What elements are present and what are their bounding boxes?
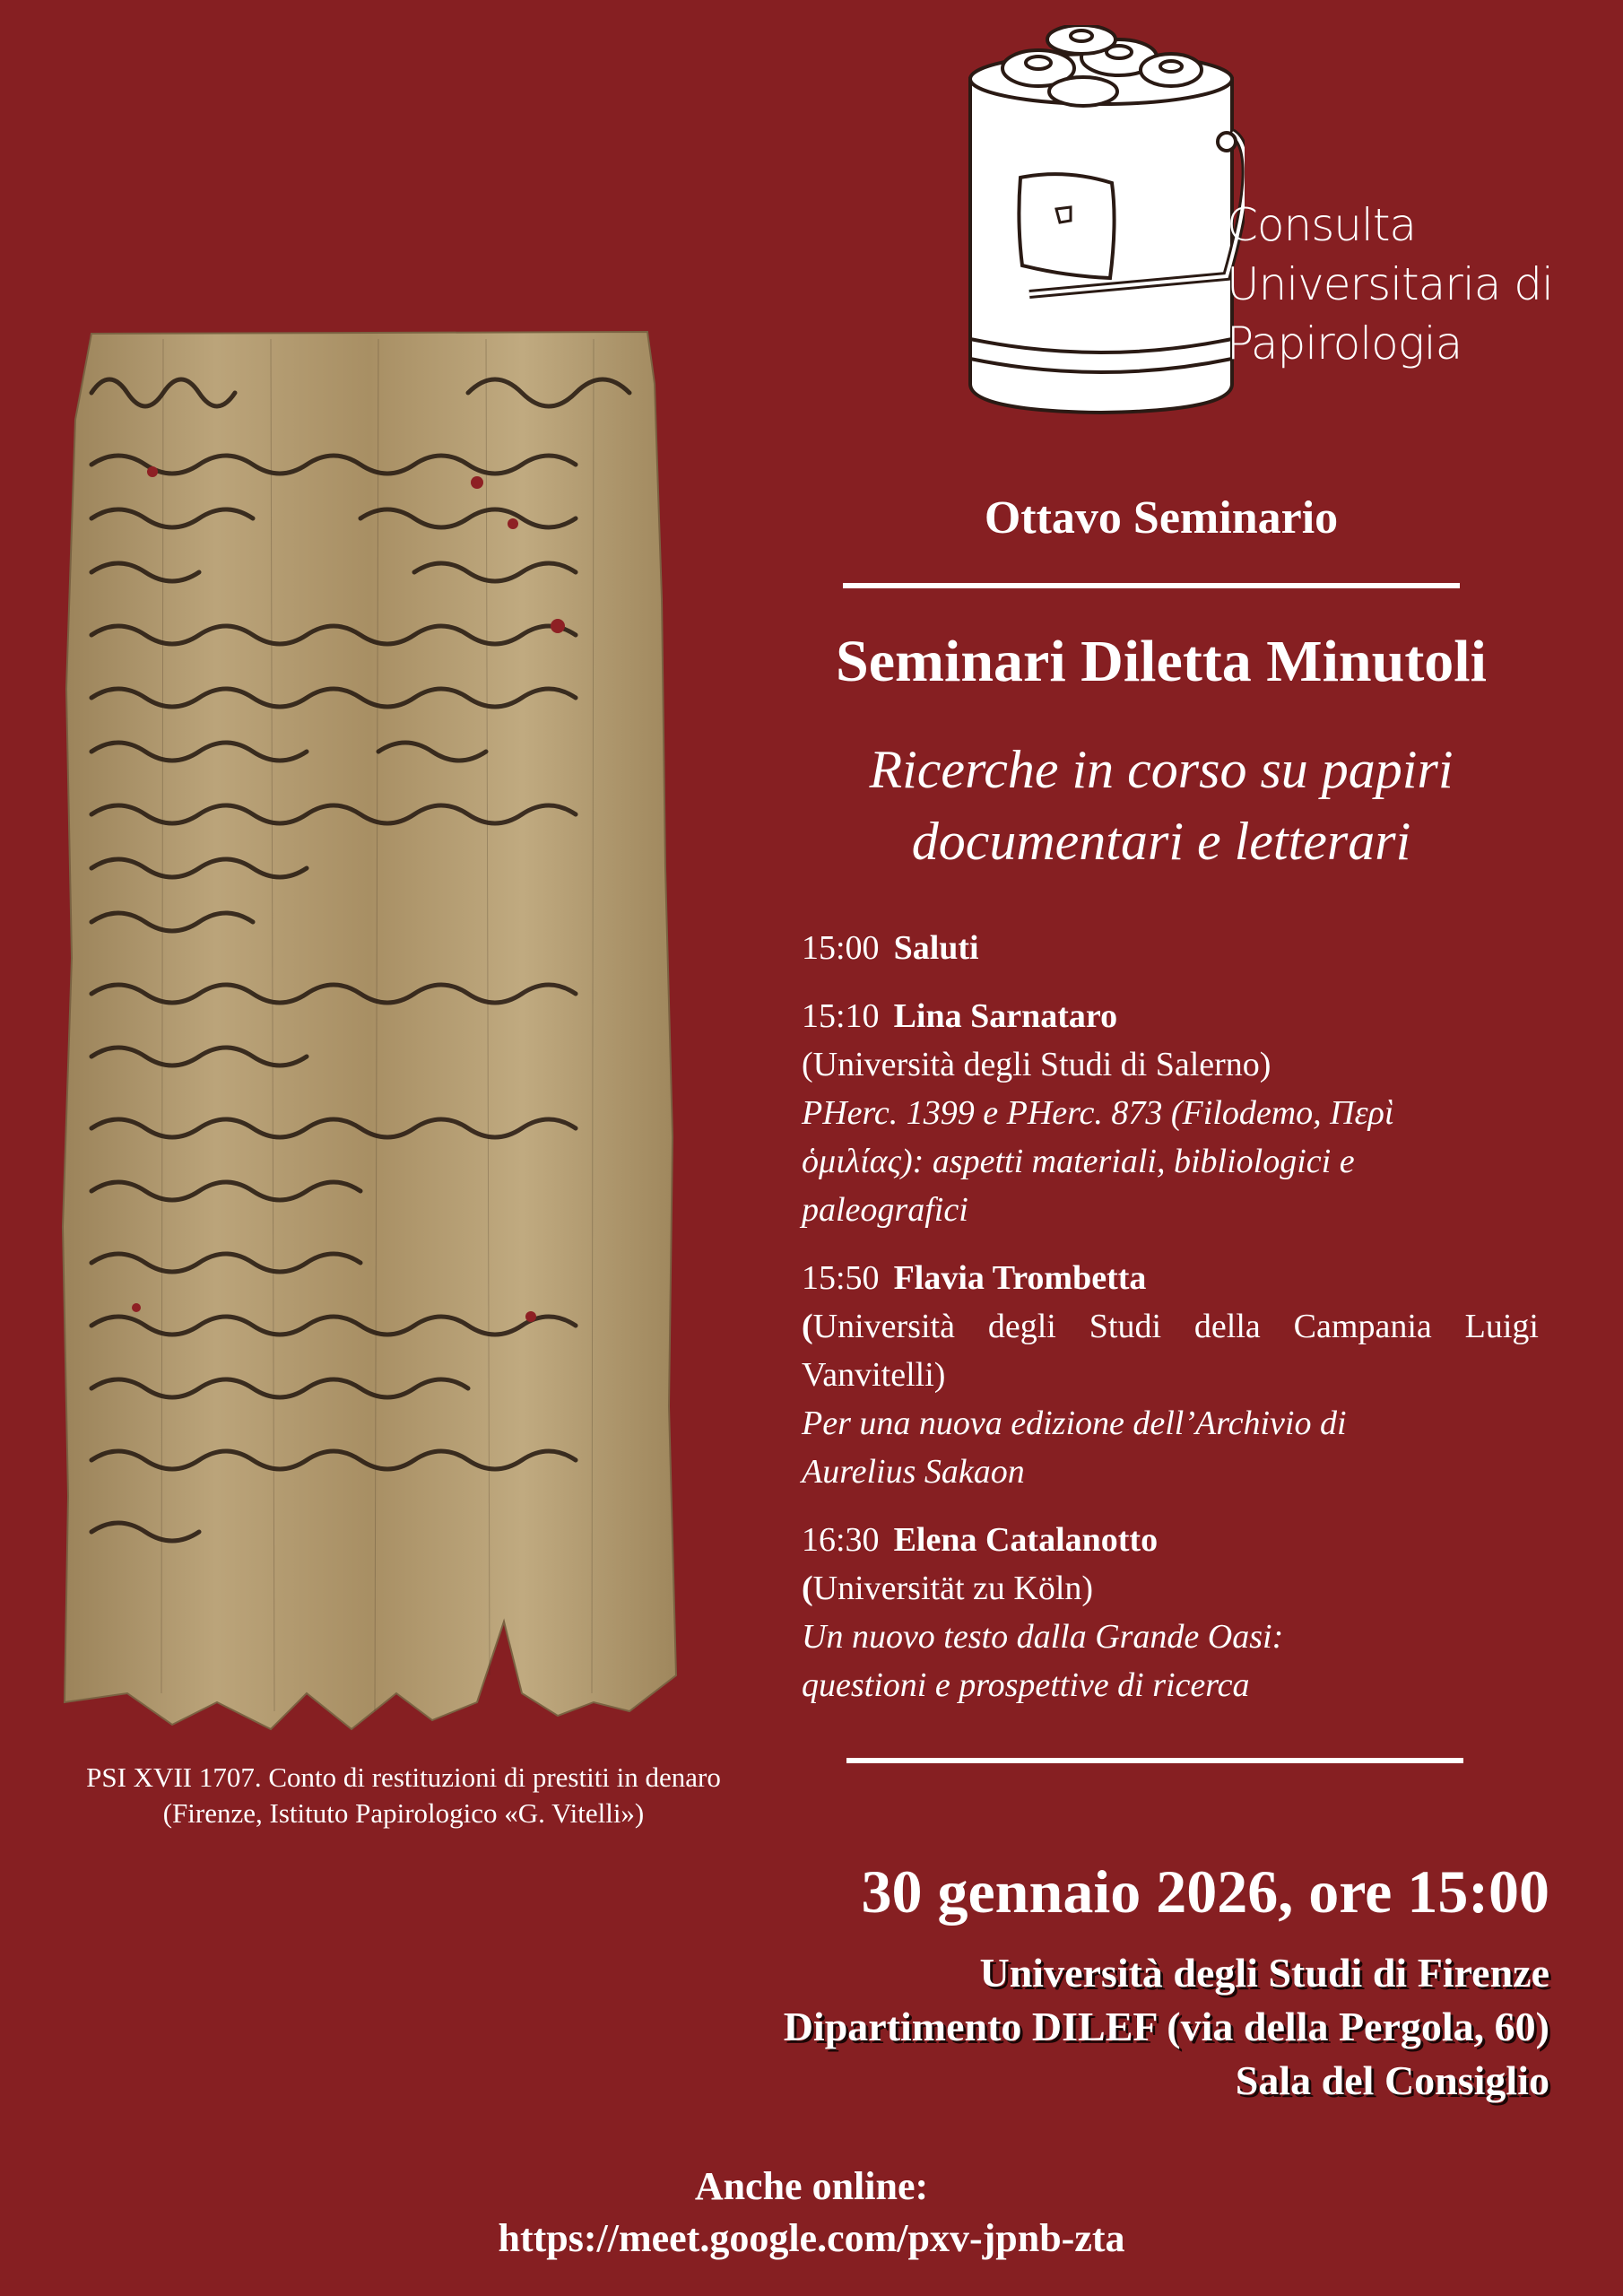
subtitle-line-1: Ricerche in corso su papiri <box>869 740 1454 799</box>
session-3 <box>802 1516 1539 1709</box>
affiliation-text: Universität zu Köln) <box>812 1570 1094 1607</box>
speaker-name: Elena Catalanotto <box>893 1521 1159 1559</box>
affiliation-paren: ( <box>802 1570 813 1607</box>
speaker-affiliation <box>802 1564 1539 1613</box>
event-date: 30 gennaio 2026, ore 15:00 <box>861 1857 1549 1926</box>
session-time: 16:30 <box>802 1521 880 1559</box>
affiliation-paren: ( <box>802 1308 813 1345</box>
seminar-subtitle <box>744 734 1578 877</box>
scroll-bucket-icon <box>958 25 1245 438</box>
series-title: Seminari Diletta Minutoli <box>836 629 1487 694</box>
talk-title-line-2: Aurelius Sakaon <box>802 1453 1025 1491</box>
talk-title-line-1: Un nuovo testo dalla Grande Oasi: <box>802 1618 1284 1656</box>
session-time: 15:50 <box>802 1259 880 1297</box>
talk-title-line-3: paleografici <box>802 1191 968 1229</box>
papyrus-caption <box>9 1760 798 1831</box>
session-label: Saluti <box>893 929 979 967</box>
program <box>802 924 1539 1729</box>
talk-title-line-1: Per una nuova edizione dell’Archivio di <box>802 1405 1347 1442</box>
divider-bottom <box>846 1758 1463 1763</box>
session-time: 15:10 <box>802 997 880 1035</box>
talk-title-line-1: PHerc. 1399 e PHerc. 873 (Filodemo, Περὶ <box>802 1094 1394 1132</box>
speaker-name: Lina Sarnataro <box>893 997 1118 1035</box>
venue-line-1: Università degli Studi di Firenze <box>979 1950 1549 1996</box>
papyrus-image <box>56 330 683 1738</box>
logo-line-2: Universitaria di <box>1227 258 1553 310</box>
talk-title-line-2: questioni e prospettive di ricerca <box>802 1666 1250 1704</box>
session-saluti <box>802 924 1539 972</box>
subtitle-line-2: documentari e letterari <box>911 812 1411 871</box>
edition-title: Ottavo Seminario <box>984 492 1339 544</box>
event-venue <box>574 1946 1549 2108</box>
caption-line-2: (Firenze, Istituto Papirologico «G. Vitelli») <box>162 1797 645 1829</box>
online-label: Anche online: <box>694 2164 929 2208</box>
speaker-name: Flavia Trombetta <box>893 1259 1147 1297</box>
session-2 <box>802 1254 1539 1496</box>
venue-line-3: Sala del Consiglio <box>1235 2057 1549 2103</box>
venue-line-2: Dipartimento DILEF (via della Pergola, 60) <box>783 2004 1549 2049</box>
online-link[interactable]: https://meet.google.com/pxv-jpnb-zta <box>498 2216 1125 2260</box>
logo-line-1: Consulta <box>1227 199 1417 251</box>
logo-wordmark <box>1227 196 1621 373</box>
divider-top <box>843 583 1460 588</box>
caption-line-1: PSI XVII 1707. Conto di restituzioni di prestiti in denaro <box>86 1761 721 1793</box>
session-1 <box>802 992 1539 1234</box>
logo-line-3: Papirologia <box>1227 317 1462 370</box>
speaker-affiliation: (Università degli Studi di Salerno) <box>802 1046 1271 1083</box>
session-time: 15:00 <box>802 929 880 967</box>
talk-title-line-2: ὁμιλίας): aspetti materiali, bibliologici e <box>802 1143 1355 1180</box>
speaker-affiliation <box>802 1302 1539 1399</box>
affiliation-text: Università degli Studi della Campania Luigi Vanvitelli) <box>802 1308 1539 1394</box>
